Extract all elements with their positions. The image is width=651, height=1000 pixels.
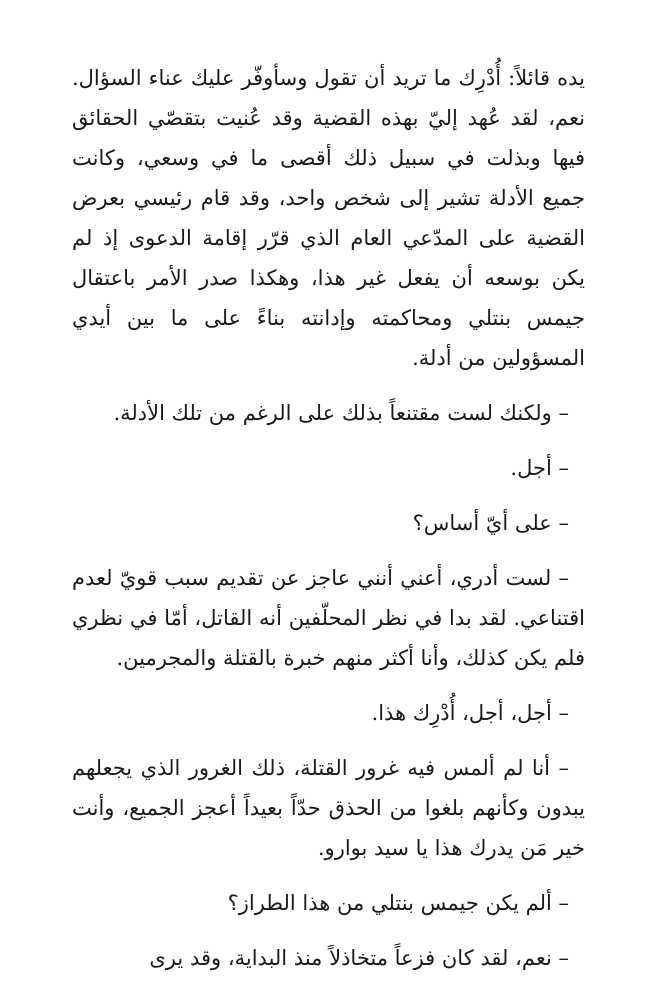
- paragraph-6: – أجل، أجل، أُدْرِك هذا.: [371, 701, 569, 725]
- paragraph-5: – لست أدري، أعني أنني عاجز عن تقديم سبب قويّ لعدم اقتناعي. لقد بدا في نظر المحلّفين أنه القاتل، أمّا في نظري فلم يكن كذلك، وأنا أكثر منهم خبرة بالقتلة والمجرمين.: [72, 566, 585, 670]
- paragraph-1: يده قائلاً: أُدْرِك ما تريد أن تقول وسأوفّر عليك عناء السؤال. نعم، لقد عُهد إليّ بهذه القضية وقد عُنيت بتقصّي الحقائق فيها وبذلت في سبيل ذلك أقصى ما في وسعي، وكانت جميع الأدلة تشير إلى شخص واحد، وقد قام رئيسي بعرض القضية على المدّعي العام الذي قرّر إقامة الدعوى إذ لم يكن بوسعه أن يفعل غير هذا، وهكذا صدر الأمر باعتقال جيمس بنتلي ومحاكمته وإدانته بناءً على ما بين أيدي المسؤولين من أدلة.: [72, 66, 585, 370]
- paragraph-3: – أجل.: [510, 456, 569, 480]
- paragraph-2: – ولكنك لست مقتنعاً بذلك على الرغم من تلك الأدلة.: [113, 401, 569, 425]
- paragraph-7: – أنا لم ألمس فيه غرور القتلة، ذلك الغرور الذي يجعلهم يبدون وكأنهم بلغوا من الحذق حدّاً بعيداً أعجز الجميع، وأنت خير مَن يدرك هذا يا سيد بوارو.: [72, 756, 585, 860]
- paragraph-4: – على أيّ أساس؟: [412, 511, 569, 535]
- paragraph-9: – نعم، لقد كان فزعاً متخاذلاً منذ البداية، وقد يرى: [149, 946, 569, 970]
- book-page: [72, 58, 585, 1000]
- paragraph-8: – ألم يكن جيمس بنتلي من هذا الطراز؟: [227, 891, 569, 915]
